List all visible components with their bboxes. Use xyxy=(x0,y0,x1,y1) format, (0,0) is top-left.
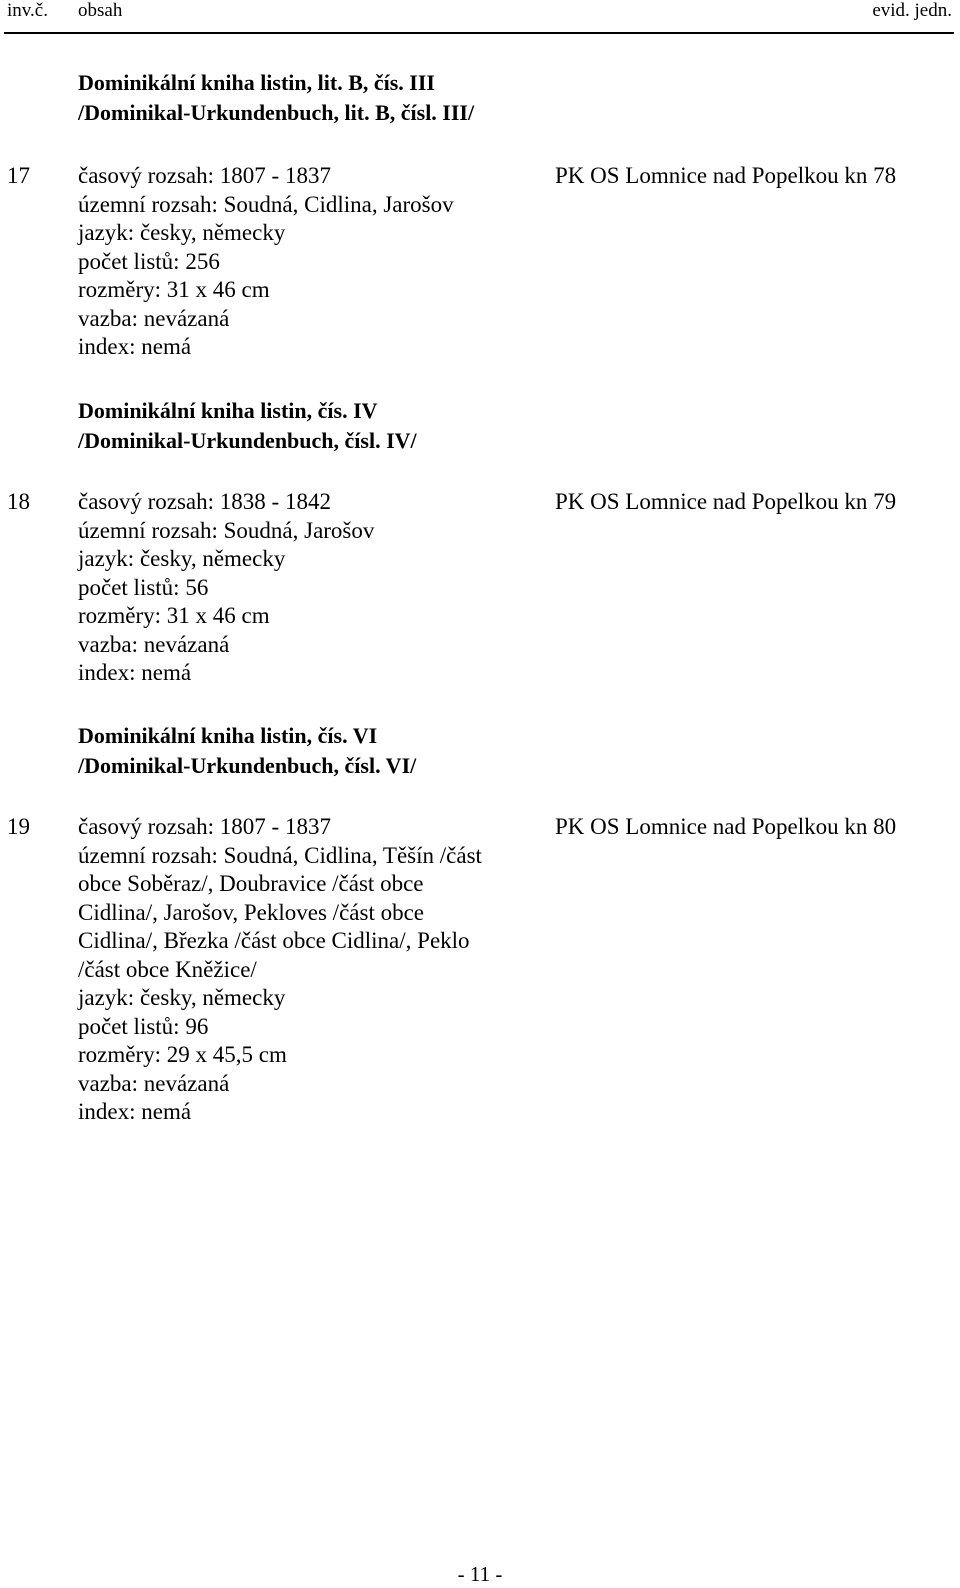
record-line: jazyk: česky, německy xyxy=(78,220,286,245)
evidence-unit: PK OS Lomnice nad Popelkou kn 80 xyxy=(555,814,897,839)
page-number: - 11 - xyxy=(457,1562,503,1586)
section-heading-line: Dominikální kniha listin, lit. B, čís. III xyxy=(78,70,435,95)
section-heading-line: /Dominikal-Urkundenbuch, čísl. VI/ xyxy=(78,753,417,778)
inventory-number: 17 xyxy=(7,163,30,188)
record-line: časový rozsah: 1807 - 1837 xyxy=(78,814,331,839)
record-line: index: nemá xyxy=(78,334,192,359)
record-line: počet listů: 56 xyxy=(78,574,209,600)
record-line: rozměry: 31 x 46 cm xyxy=(78,277,270,302)
record-line: vazba: nevázaná xyxy=(78,305,230,331)
record-details xyxy=(78,813,538,1127)
column-header-inv: inv.č. xyxy=(7,0,48,21)
record-line: index: nemá xyxy=(78,1099,192,1124)
record-line: počet listů: 96 xyxy=(78,1013,209,1039)
record-line: /část obce Kněžice/ xyxy=(78,956,257,982)
record-line: časový rozsah: 1807 - 1837 xyxy=(78,163,331,188)
column-header-obsah: obsah xyxy=(78,0,123,21)
section-heading xyxy=(78,68,474,128)
evidence-unit: PK OS Lomnice nad Popelkou kn 78 xyxy=(555,163,897,188)
record-line: index: nemá xyxy=(78,660,192,685)
header-divider xyxy=(4,32,954,34)
record-line: jazyk: česky, německy xyxy=(78,985,286,1010)
record-line: územní rozsah: Soudná, Cidlina, Těšín /část xyxy=(78,842,482,868)
record-line: rozměry: 29 x 45,5 cm xyxy=(78,1042,287,1067)
record-line: územní rozsah: Soudná, Cidlina, Jarošov xyxy=(78,191,454,217)
record-line: územní rozsah: Soudná, Jarošov xyxy=(78,517,375,543)
record-line: Cidlina/, Březka /část obce Cidlina/, Peklo xyxy=(78,928,470,953)
section-heading-line: Dominikální kniha listin, čís. VI xyxy=(78,723,378,748)
record-line: počet listů: 256 xyxy=(78,248,220,274)
record-line: rozměry: 31 x 46 cm xyxy=(78,603,270,628)
page-header xyxy=(0,0,960,36)
record-line: vazba: nevázaná xyxy=(78,1070,230,1096)
record-line: časový rozsah: 1838 - 1842 xyxy=(78,489,331,514)
section-heading-line: /Dominikal-Urkundenbuch, lit. B, čísl. III/ xyxy=(78,100,475,125)
section-heading xyxy=(78,721,416,781)
column-header-evid: evid. jedn. xyxy=(872,0,952,21)
record-line: obce Soběraz/, Doubravice /část obce xyxy=(78,871,424,896)
inventory-number: 18 xyxy=(7,489,30,514)
evidence-unit: PK OS Lomnice nad Popelkou kn 79 xyxy=(555,489,897,514)
record-line: jazyk: česky, německy xyxy=(78,546,286,571)
record-details xyxy=(78,488,538,688)
record-line: Cidlina/, Jarošov, Pekloves /část obce xyxy=(78,899,424,925)
inventory-number: 19 xyxy=(7,814,30,839)
section-heading xyxy=(78,396,417,456)
record-details xyxy=(78,162,538,362)
section-heading-line: /Dominikal-Urkundenbuch, čísl. IV/ xyxy=(78,428,417,453)
section-heading-line: Dominikální kniha listin, čís. IV xyxy=(78,398,378,423)
record-line: vazba: nevázaná xyxy=(78,631,230,657)
